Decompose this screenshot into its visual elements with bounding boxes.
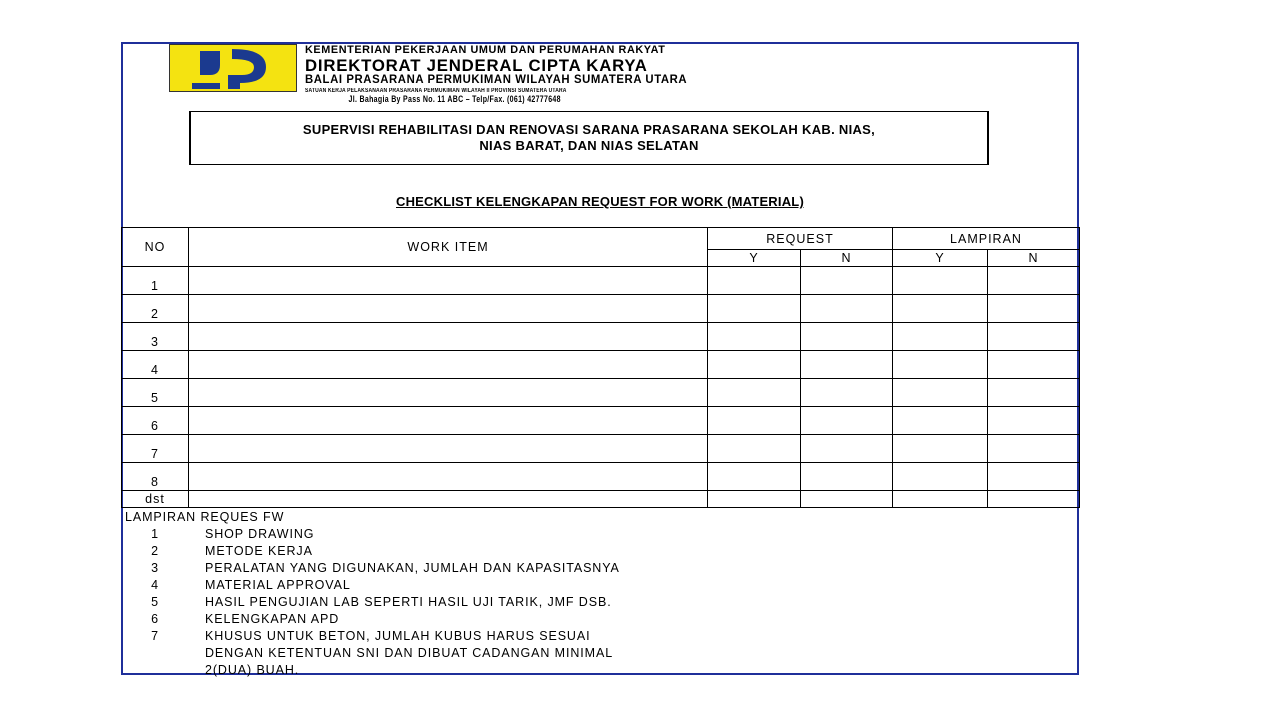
row-number: 1 — [122, 267, 189, 295]
project-title-box — [189, 111, 989, 165]
work-item-cell — [189, 295, 708, 323]
row-number: 7 — [122, 435, 189, 463]
request-n-cell — [801, 323, 893, 351]
request-n-cell — [801, 407, 893, 435]
list-item-text: HASIL PENGUJIAN LAB SEPERTI HASIL UJI TARIK, JMF DSB. — [205, 595, 612, 609]
lampiran-n-cell — [988, 267, 1080, 295]
list-item — [125, 645, 620, 662]
list-item-text: MATERIAL APPROVAL — [205, 578, 351, 592]
table-row — [122, 267, 1080, 295]
request-n-cell — [801, 267, 893, 295]
row-number: 8 — [122, 463, 189, 491]
column-header-lampiran: LAMPIRAN — [893, 228, 1080, 250]
letterhead — [305, 45, 1025, 104]
lampiran-y-cell — [893, 351, 988, 379]
work-item-cell — [189, 379, 708, 407]
request-n-cell — [801, 379, 893, 407]
lampiran-y-cell — [893, 379, 988, 407]
request-n-cell — [801, 435, 893, 463]
lampiran-n-cell — [988, 407, 1080, 435]
pupr-logo-icon — [169, 44, 297, 92]
request-y-cell — [708, 379, 801, 407]
work-item-cell — [189, 323, 708, 351]
ministry-name: KEMENTERIAN PEKERJAAN UMUM DAN PERUMAHAN RAKYAT — [305, 44, 666, 56]
row-number: 5 — [122, 379, 189, 407]
work-item-cell — [189, 407, 708, 435]
row-number: 6 — [122, 407, 189, 435]
lampiran-n-cell — [988, 295, 1080, 323]
request-y-cell — [708, 323, 801, 351]
lampiran-y-cell — [893, 463, 988, 491]
list-item — [125, 526, 620, 543]
work-item-cell — [189, 491, 708, 508]
request-n-cell — [801, 491, 893, 508]
lampiran-y-cell — [893, 491, 988, 508]
row-number: 3 — [122, 323, 189, 351]
table-row — [122, 379, 1080, 407]
list-item — [125, 628, 620, 645]
balai-name: BALAI PRASARANA PERMUKIMAN WILAYAH SUMATERA UTARA — [305, 74, 688, 86]
list-item-number: 4 — [151, 578, 159, 592]
list-item-number: 5 — [151, 595, 159, 609]
request-y-cell — [708, 407, 801, 435]
table-row — [122, 323, 1080, 351]
column-header-request: REQUEST — [708, 228, 893, 250]
table-row — [122, 463, 1080, 491]
lampiran-y-cell — [893, 267, 988, 295]
subheader-lampiran-y: Y — [893, 250, 988, 267]
lampiran-n-cell — [988, 491, 1080, 508]
list-item — [125, 594, 620, 611]
list-item-number: 1 — [151, 527, 159, 541]
table-row — [122, 491, 1080, 508]
request-y-cell — [708, 491, 801, 508]
work-item-cell — [189, 435, 708, 463]
attachment-notes — [125, 509, 620, 679]
list-item-number: 6 — [151, 612, 159, 626]
list-item-number — [125, 645, 159, 662]
notes-heading: LAMPIRAN REQUES FW — [125, 510, 285, 524]
table-row — [122, 435, 1080, 463]
lampiran-y-cell — [893, 323, 988, 351]
list-item — [125, 662, 620, 679]
table-row — [122, 407, 1080, 435]
list-item-number — [125, 662, 159, 679]
lampiran-y-cell — [893, 407, 988, 435]
request-n-cell — [801, 463, 893, 491]
list-item — [125, 543, 620, 560]
request-y-cell — [708, 435, 801, 463]
lampiran-n-cell — [988, 323, 1080, 351]
project-title-line2: NIAS BARAT, DAN NIAS SELATAN — [479, 138, 699, 153]
list-item-text: KELENGKAPAN APD — [205, 612, 340, 626]
list-item — [125, 560, 620, 577]
row-number: dst — [122, 491, 189, 508]
request-y-cell — [708, 351, 801, 379]
document-title: CHECKLIST KELENGKAPAN REQUEST FOR WORK (MATERIAL) — [396, 194, 804, 209]
list-item — [125, 577, 620, 594]
column-header-no: NO — [122, 228, 189, 267]
work-item-cell — [189, 267, 708, 295]
lampiran-y-cell — [893, 435, 988, 463]
row-number: 2 — [122, 295, 189, 323]
lampiran-n-cell — [988, 351, 1080, 379]
column-header-work-item: WORK ITEM — [189, 228, 708, 267]
subheader-lampiran-n: N — [988, 250, 1080, 267]
request-y-cell — [708, 463, 801, 491]
request-n-cell — [801, 351, 893, 379]
list-item-text: KHUSUS UNTUK BETON, JUMLAH KUBUS HARUS SESUAI — [205, 629, 591, 643]
list-item-number: 7 — [151, 629, 159, 643]
request-y-cell — [708, 295, 801, 323]
request-y-cell — [708, 267, 801, 295]
lampiran-n-cell — [988, 463, 1080, 491]
list-item-text: DENGAN KETENTUAN SNI DAN DIBUAT CADANGAN MINIMAL — [205, 646, 614, 660]
list-item-number: 2 — [151, 544, 159, 558]
list-item-text: PERALATAN YANG DIGUNAKAN, JUMLAH DAN KAPASITASNYA — [205, 561, 620, 575]
work-item-cell — [189, 351, 708, 379]
checklist-body — [122, 267, 1080, 508]
row-number: 4 — [122, 351, 189, 379]
address-line: Jl. Bahagia By Pass No. 11 ABC – Telp/Fax. (061) 42777648 — [348, 93, 561, 104]
request-n-cell — [801, 295, 893, 323]
project-title-line1: SUPERVISI REHABILITASI DAN RENOVASI SARANA PRASARANA SEKOLAH KAB. NIAS, — [302, 122, 876, 137]
table-row — [122, 351, 1080, 379]
satker-name: SATUAN KERJA PELAKSANAAN PRASARANA PERMUKIMAN WILAYAH II PROVINSI SUMATERA UTARA — [305, 87, 567, 94]
list-item-text: 2(DUA) BUAH. — [205, 663, 300, 677]
list-item-text: SHOP DRAWING — [205, 527, 315, 541]
list-item-text: METODE KERJA — [205, 544, 313, 558]
list-item — [125, 611, 620, 628]
table-row — [122, 295, 1080, 323]
document-sheet — [121, 42, 1079, 675]
lampiran-n-cell — [988, 379, 1080, 407]
list-item-number: 3 — [151, 561, 159, 575]
subheader-request-y: Y — [708, 250, 801, 267]
checklist-table — [121, 227, 1080, 508]
lampiran-y-cell — [893, 295, 988, 323]
subheader-request-n: N — [801, 250, 893, 267]
directorate-name: DIREKTORAT JENDERAL CIPTA KARYA — [305, 56, 648, 75]
lampiran-n-cell — [988, 435, 1080, 463]
work-item-cell — [189, 463, 708, 491]
